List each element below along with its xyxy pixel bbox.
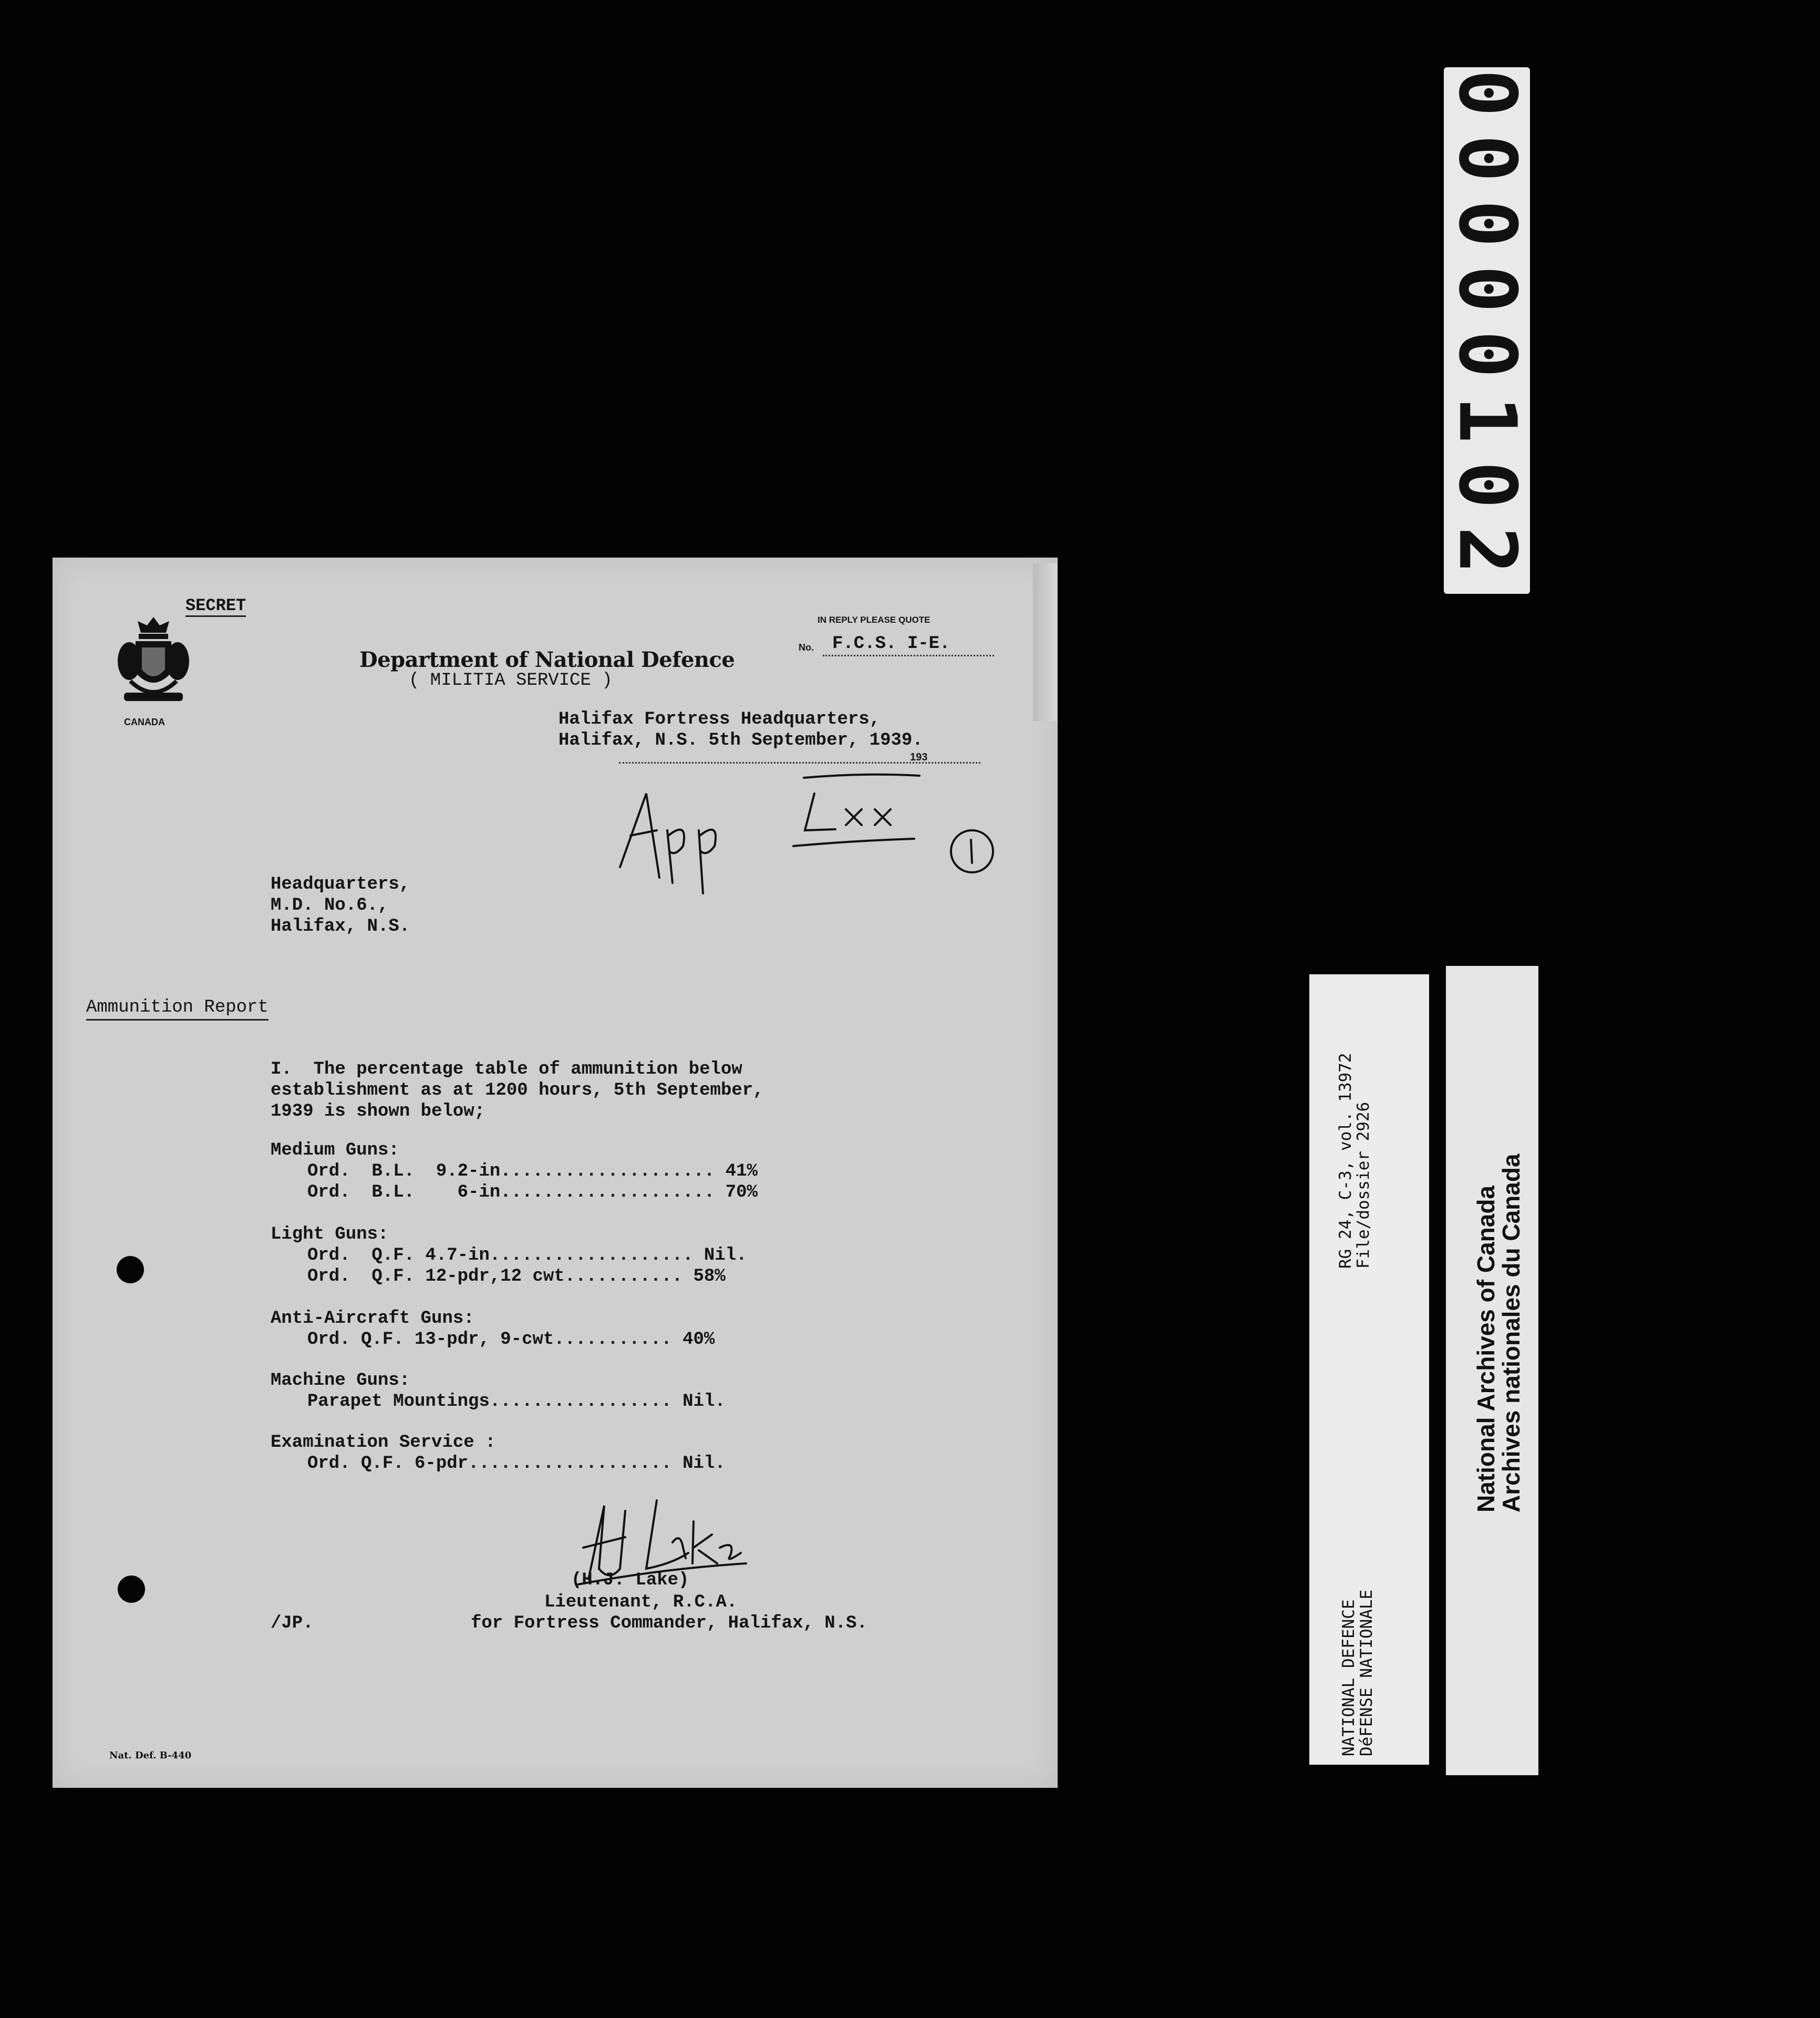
light-guns-row-2: Ord. Q.F. 12-pdr,12 cwt........... 58% <box>307 1267 726 1286</box>
archives-name-en: National Archives of Canada <box>1472 1185 1500 1512</box>
department-service: ( MILITIA SERVICE ) <box>409 671 613 691</box>
paragraph-line-2: establishment as at 1200 hours, 5th September, <box>271 1080 764 1100</box>
archive-reference-file: File/dossier 2926 <box>1354 1101 1373 1269</box>
department-heading: Department of National Defence <box>359 647 735 672</box>
paragraph-line-3: 1939 is shown below; <box>271 1101 485 1121</box>
sender-line-2: Halifax, N.S. 5th September, 1939. <box>559 730 923 750</box>
reply-dotted-line <box>823 655 994 656</box>
reply-no-label: No. <box>799 642 814 653</box>
signatory-for-line: for Fortress Commander, Halifax, N.S. <box>471 1613 867 1633</box>
recipient-line-1: Headquarters, <box>271 874 410 894</box>
national-defence-fr: DéFENSE NATIONALE <box>1357 1589 1376 1756</box>
medium-guns-heading: Medium Guns: <box>271 1140 399 1160</box>
machine-guns-heading: Machine Guns: <box>271 1371 410 1391</box>
sender-line-1: Halifax Fortress Headquarters, <box>559 709 881 729</box>
punch-hole-bottom <box>118 1576 145 1603</box>
page-edge <box>1033 563 1057 721</box>
recipient-line-3: Halifax, N.S. <box>271 917 410 936</box>
light-guns-heading: Light Guns: <box>271 1224 389 1244</box>
canada-crest-icon <box>115 614 192 714</box>
archives-name-fr: Archives nationales du Canada <box>1497 1154 1525 1512</box>
examination-service-heading: Examination Service : <box>271 1433 496 1453</box>
medium-guns-row-1: Ord. B.L. 9.2-in.................... 41% <box>307 1161 758 1181</box>
anti-aircraft-row-1: Ord. Q.F. 13-pdr, 9-cwt........... 40% <box>307 1330 715 1350</box>
light-guns-row-1: Ord. Q.F. 4.7-in................... Nil. <box>307 1245 747 1265</box>
handwritten-annotation <box>609 773 1019 899</box>
reply-label: IN REPLY PLEASE QUOTE <box>818 615 930 625</box>
signatory-name: (H.J. Lake) <box>571 1570 689 1590</box>
medium-guns-row-2: Ord. B.L. 6-in.................... 70% <box>307 1182 758 1202</box>
reply-reference: F.C.S. I-E. <box>832 634 950 654</box>
frame-number <box>1441 67 1533 594</box>
crest-caption: CANADA <box>124 717 165 727</box>
examination-service-row-1: Ord. Q.F. 6-pdr................... Nil. <box>307 1454 726 1474</box>
national-defence-label <box>1309 974 1429 1765</box>
machine-guns-row-1: Parapet Mountings................. Nil. <box>307 1392 726 1412</box>
anti-aircraft-heading: Anti-Aircraft Guns: <box>271 1309 474 1329</box>
frame-number-text: 00000102 <box>1441 69 1533 592</box>
paragraph-line-1: I. The percentage table of ammunition below <box>271 1059 742 1079</box>
classification-stamp: SECRET <box>185 596 246 617</box>
recipient-line-2: M.D. No.6., <box>271 895 389 915</box>
typist-initials: /JP. <box>271 1613 314 1633</box>
signatory-rank: Lieutenant, R.C.A. <box>544 1592 738 1612</box>
form-number: Nat. Def. B-440 <box>109 1750 192 1761</box>
date-form-year: 193 <box>910 751 928 763</box>
subject-heading: Ammunition Report <box>86 997 268 1021</box>
punch-hole-top <box>117 1256 144 1283</box>
national-archives-label <box>1446 966 1538 1775</box>
archive-reference-volume: RG 24, C-3, vol. 13972 <box>1336 1053 1355 1269</box>
national-defence-en: NATIONAL DEFENCE <box>1339 1599 1358 1756</box>
